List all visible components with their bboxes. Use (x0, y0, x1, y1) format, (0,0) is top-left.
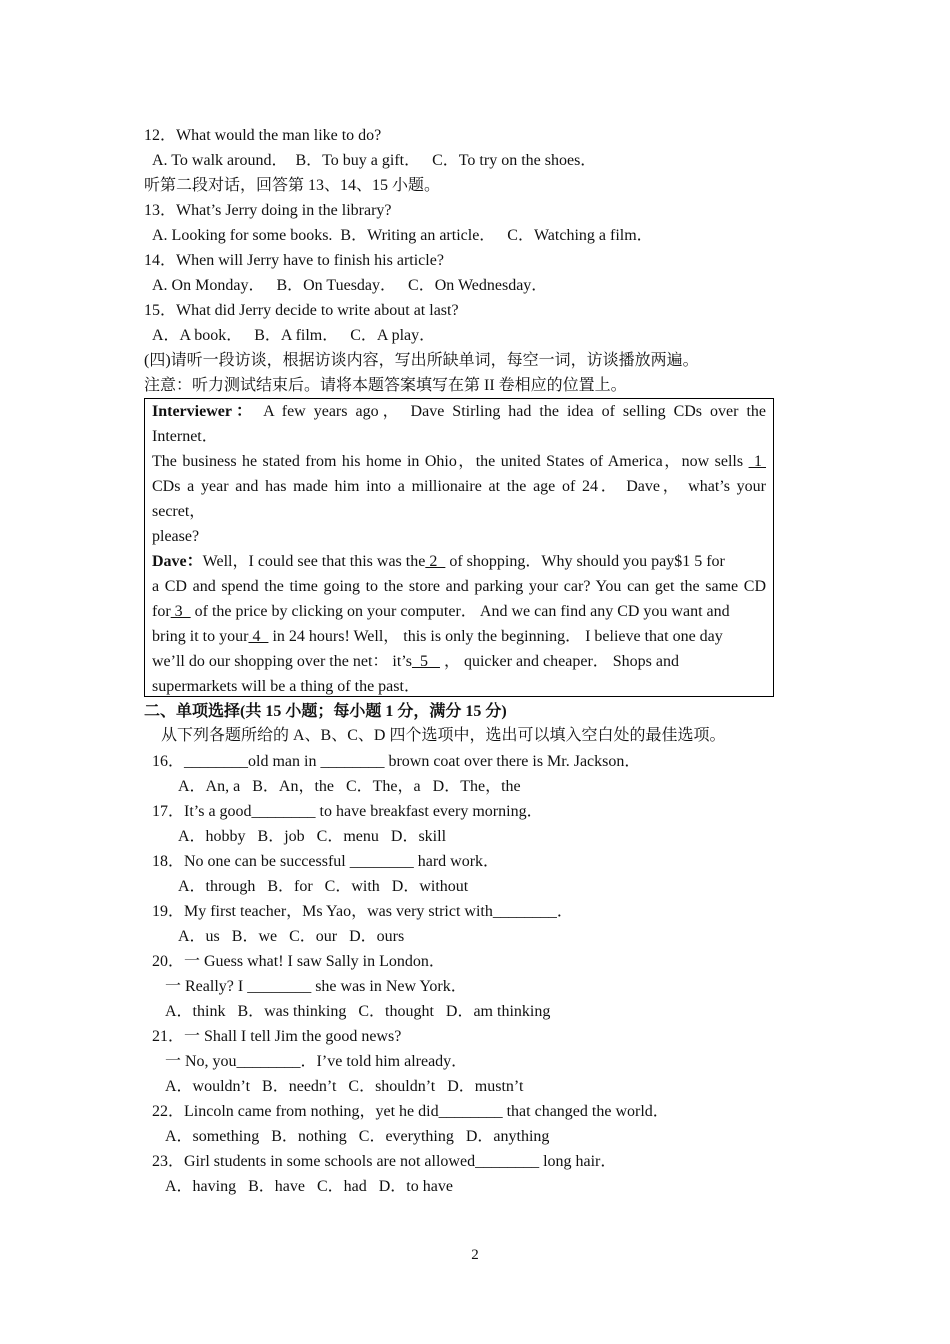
interview-line-6: please? (152, 528, 200, 545)
question-12: 12．What would the man like to do? (144, 127, 382, 144)
interview-line-10 (152, 627, 766, 647)
interview-text-11a: we’ll do our shopping over the net： it’s (152, 653, 412, 670)
interview-text-9b: of the price by clicking on your computer． And we can find any CD you want and (190, 603, 730, 620)
interview-text-1: A few years ago， Dave Stirling had the idea of selling CDs over the (263, 403, 766, 420)
blank-3: 3 (170, 603, 191, 620)
question-20: 20．一 Guess what! I saw Sally in London． (152, 953, 445, 970)
question-21-options: A．wouldn’t B．needn’t C．shouldn’t D．mustn’t (165, 1078, 524, 1095)
interview-text-10a: bring it to your (152, 628, 249, 645)
question-16: 16．________old man in ________ brown coat over there is Mr. Jackson． (152, 753, 641, 770)
question-16-options: A．An, a B．An，the C．The，a D．The，the (178, 778, 521, 795)
question-20-reply: 一 Really? I ________ she was in New York． (165, 978, 467, 995)
blank-5: 5 (411, 653, 440, 670)
interview-text-10b: in 24 hours! Well， this is only the beginning． I believe that one day (268, 628, 723, 645)
interview-line-12: supermarkets will be a thing of the past． (152, 678, 420, 695)
interview-line-2: Internet． (152, 428, 218, 445)
interview-line-5: secret， (152, 503, 206, 520)
interview-line-9 (152, 602, 766, 622)
question-13: 13．What’s Jerry doing in the library? (144, 202, 392, 219)
dave-label: Dave： (152, 553, 203, 570)
page-number: 2 (471, 1247, 479, 1263)
interview-line-8: a CD and spend the time going to the store and parking your car? You can get the same CD (152, 578, 766, 595)
question-21-reply: 一 No, you________．I’ve told him already． (165, 1053, 468, 1070)
question-18-options: A．through B．for C．with D．without (178, 878, 469, 895)
question-12-options: A. To walk around． B．To buy a gift． C．To try on the shoes． (152, 152, 597, 169)
interview-text-7a: Well，I could see that this was the (202, 553, 426, 570)
interview-line-11 (152, 652, 766, 672)
question-17-options: A．hobby B．job C．menu D．skill (178, 828, 447, 845)
interview-text-3: The business he stated from his home in Ohio，the united States of America，now sells (152, 453, 744, 470)
question-18: 18．No one can be successful ________ hard work． (152, 853, 500, 870)
interview-line-1 (152, 402, 766, 422)
blank-1: 1 (748, 453, 767, 470)
section-4-title: (四)请听一段访谈，根据访谈内容，写出所缺单词，每空一词，访谈播放两遍。 (144, 352, 699, 369)
blank-2: 2 (425, 553, 446, 570)
interview-text-9a: for (152, 603, 171, 620)
question-19: 19．My first teacher，Ms Yao，was very strict with________． (152, 903, 573, 920)
question-20-options: A．think B．was thinking C．thought D．am thinking (165, 1003, 551, 1020)
interview-line-4: CDs a year and has made him into a millionaire at the age of 24． Dave， what’s your (152, 478, 767, 495)
question-21: 21．一 Shall I tell Jim the good news? (152, 1028, 402, 1045)
interview-text-7b: of shopping．Why should you pay$1 5 for (445, 553, 725, 570)
section-2-instruction: 从下列各题所给的 A、B、C、D 四个选项中，选出可以填入空白处的最佳选项。 (161, 727, 726, 744)
question-22-options: A．something B．nothing C．everything D．anything (165, 1128, 550, 1145)
question-14: 14．When will Jerry have to finish his article? (144, 252, 444, 269)
question-22: 22．Lincoln came from nothing，yet he did________ that changed the world． (152, 1103, 669, 1120)
interview-line-3 (152, 452, 766, 472)
question-17: 17．It’s a good________ to have breakfast every morning． (152, 803, 543, 820)
interview-text-11b: ， quicker and cheaper． Shops and (439, 653, 680, 670)
section-2-title: 二、单项选择(共 15 小题；每小题 1 分，满分 15 分) (144, 703, 507, 720)
question-19-options: A．us B．we C．our D．ours (178, 928, 405, 945)
listening-note: 注意：听力测试结束后。请将本题答案填写在第 II 卷相应的位置上。 (144, 377, 627, 394)
question-15-options: A．A book． B．A film． C．A play． (152, 327, 436, 344)
question-15: 15．What did Jerry decide to write about at last? (144, 302, 459, 319)
interview-line-7 (152, 552, 766, 572)
question-13-options: A. Looking for some books. B．Writing an article． C．Watching a film． (152, 227, 653, 244)
question-23-options: A．having B．have C．had D．to have (165, 1178, 453, 1195)
question-23: 23．Girl students in some schools are not allowed________ long hair． (152, 1153, 617, 1170)
interviewer-label: Interviewer： (152, 403, 256, 420)
blank-4: 4 (248, 628, 269, 645)
question-14-options: A. On Monday． B．On Tuesday． C．On Wednesday． (152, 277, 548, 294)
instruction-dialogue-2: 听第二段对话，回答第 13、14、15 小题。 (144, 177, 441, 194)
